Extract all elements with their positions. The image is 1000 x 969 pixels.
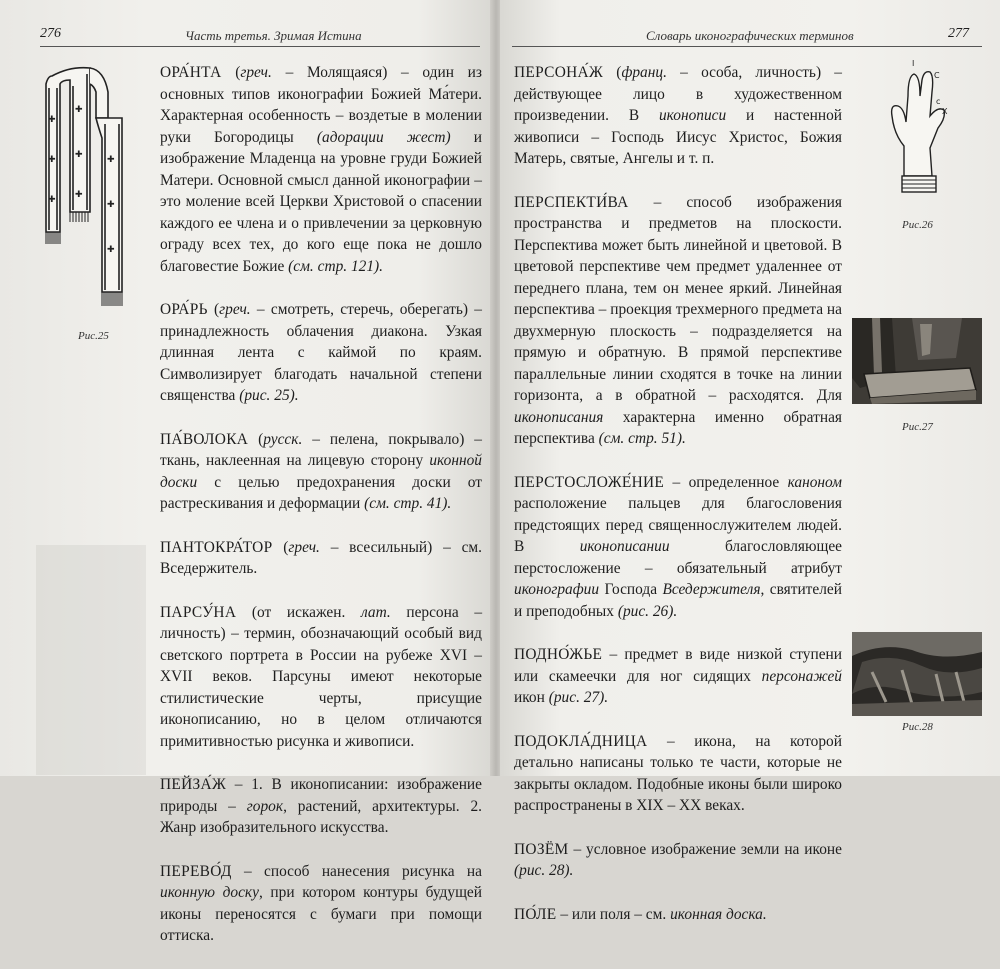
entry-text-segment: Вседержителя — [662, 581, 761, 598]
entry-text-segment: – способ изображения пространства и предметов на плоскости. Перспектива может быть линейной и цветовой. В цветовой перспективе чем предмет удаленнее от переднего плана, тем он менее яркий. Линейная перспектива – проекция трехмерного предмета на двухмерную плоскость – подразделяется на прямую и обратную. В прямой перспективе параллельные линии сходятся в точке на линии горизонта, а в обратной – расходятся. Для — [514, 193, 842, 404]
entry-text-segment: иконную доску — [160, 884, 259, 901]
figure-caption-28: Рис.28 — [902, 721, 933, 733]
entry-text-segment: иконописи — [658, 107, 727, 124]
entry-text-segment: – икона, на которой детально написаны только те части, которые не закрыты окладом. Подобные иконы были широко распространены в XIX – XX веках. — [514, 732, 842, 814]
left-entries-column — [160, 62, 482, 969]
entry-text-segment: (см. стр. 121). — [288, 257, 384, 275]
svg-text:c: c — [936, 97, 941, 106]
entry-text-segment: , растений, архитектуры. 2. Жанр изобразительного искусства. — [160, 797, 482, 836]
entry-text-segment: – способ нанесения рисунка на — [231, 862, 482, 880]
dictionary-entry — [160, 62, 482, 277]
entry-term: ПОЗЁМ — [514, 840, 569, 858]
svg-text:✚: ✚ — [107, 155, 115, 165]
dictionary-entry — [514, 472, 842, 623]
entry-text-segment: ( — [603, 64, 622, 81]
blessing-hand-illustration — [864, 56, 974, 201]
header-rule-right — [512, 46, 982, 47]
entry-text-segment: иконная доска. — [670, 905, 767, 923]
entry-text-segment: персона – личность) – термин, обозначающий особый вид светского портрета в России на рубеже XVI – XVII веков. Парсуны имеют некоторые стилистические черты, присущие иконописанию, но в целом отличаются примитивностью рисунка и живописи. — [160, 603, 483, 750]
entry-term: ПЕЙЗА́Ж — [160, 776, 227, 793]
entry-text-segment: иконописания — [514, 408, 604, 426]
figure-caption-25: Рис.25 — [78, 330, 109, 342]
svg-text:✚: ✚ — [48, 195, 56, 205]
entry-text-segment: иконографии — [514, 581, 600, 598]
dictionary-entry — [160, 774, 482, 839]
entry-text-segment: ( — [207, 301, 220, 318]
ground-photo — [852, 632, 982, 716]
entry-text-segment: греч. — [288, 538, 320, 556]
entry-text-segment: (адорации жест) — [316, 128, 451, 146]
svg-text:✚: ✚ — [75, 150, 83, 160]
page-number-right: 277 — [948, 26, 969, 41]
page-number-left: 276 — [40, 26, 61, 41]
entry-text-segment: (рис. 26). — [617, 602, 678, 620]
entry-text-segment: и настенной живописи – Господь Иисус Христос, Божия Матерь, святые, Ангелы и т. п. — [514, 107, 842, 167]
entry-term: ОРА́НТА — [160, 64, 222, 81]
entry-text-segment: – предмет в виде низкой ступени или скамеечки для ног сидящих — [514, 646, 842, 685]
entry-text-segment: икон — [514, 689, 549, 706]
entry-text-segment: горок — [246, 797, 284, 815]
svg-text:✚: ✚ — [48, 115, 56, 125]
dictionary-entry — [160, 429, 482, 515]
bleed-through-shade — [36, 545, 146, 775]
dictionary-entry — [160, 299, 482, 407]
footstool-photo — [852, 318, 982, 404]
entry-text-segment: ( — [248, 430, 264, 448]
dictionary-entry — [514, 731, 842, 817]
entry-text-segment: иконописании — [579, 538, 670, 555]
dictionary-entry — [514, 62, 842, 170]
entry-text-segment: – или поля – см. — [556, 905, 671, 923]
entry-text-segment: расположение пальцев для благословения предстоящих перед священнослужителем людей. В — [514, 495, 842, 555]
entry-term: ПЕРСПЕКТИ́ВА — [514, 193, 629, 211]
right-entries-column — [514, 62, 842, 947]
svg-text:✚: ✚ — [48, 155, 56, 165]
entry-text-segment: – Молящаяся) – один из основных типов иконографии Божией Ма́тери. Характерная особенность – воздетые в молении руки Богородицы — [160, 64, 482, 146]
entry-text-segment: (см. стр. 51). — [598, 430, 686, 447]
entry-text-segment: – 1. В иконописании: изображение природы – — [160, 776, 482, 815]
entry-text-segment: Господа — [599, 581, 663, 598]
entry-text-segment: каноном — [787, 473, 842, 491]
entry-text-segment: – пелена, покрывало) – ткань, наклеенная на лицевую сторону — [160, 430, 482, 469]
entry-text-segment: ( — [272, 538, 289, 556]
entry-text-segment: франц. — [621, 64, 667, 81]
svg-text:I: I — [912, 59, 915, 68]
entry-text-segment: – смотреть, стеречь, оберегать) – принадлежность облачения диакона. Узкая длинная лента с каймой по краям. Символизирует благодать начальной степени священства — [160, 301, 482, 404]
svg-text:✚: ✚ — [107, 245, 115, 255]
left-page — [0, 0, 492, 944]
entry-term: ПЕРСТОСЛОЖЕ́НИЕ — [514, 473, 665, 491]
entry-term: ПЕРСОНА́Ж — [514, 64, 604, 81]
entry-text-segment: иконной доски — [160, 452, 482, 491]
dictionary-entry — [514, 904, 842, 926]
running-head-right: Словарь иконографических терминов — [646, 28, 854, 43]
header-rule-left — [40, 46, 480, 47]
entry-term: ПО́ЛЕ — [514, 905, 557, 923]
entry-term: ПОДОКЛА́ДНИЦА — [514, 732, 648, 750]
entry-text-segment: ( — [221, 64, 241, 81]
dictionary-entry — [160, 537, 482, 580]
entry-text-segment: – условное изображение земли на иконе — [568, 840, 842, 858]
entry-text-segment: персонажей — [761, 667, 842, 685]
entry-term: ПА́ВОЛОКА — [160, 430, 249, 448]
entry-text-segment: лат. — [360, 603, 391, 621]
entry-term: ПАНТОКРА́ТОР — [160, 538, 273, 556]
svg-text:✚: ✚ — [107, 200, 115, 210]
svg-text:X: X — [942, 107, 948, 116]
entry-term: ПАРСУ́НА — [160, 603, 237, 621]
dictionary-entry — [514, 839, 842, 882]
entry-text-segment: (см. стр. 41). — [364, 495, 452, 512]
entry-term: ПОДНО́ЖЬЕ — [514, 646, 603, 663]
entry-term: ОРА́РЬ — [160, 301, 208, 318]
dictionary-entry — [514, 644, 842, 709]
entry-text-segment: русск. — [263, 430, 303, 448]
entry-text-segment: – определенное — [664, 473, 788, 491]
svg-text:✚: ✚ — [75, 105, 83, 115]
figure-caption-26: Рис.26 — [902, 219, 933, 231]
entry-text-segment: характерна именно обратная перспектива — [514, 408, 842, 447]
entry-text-segment: – особа, личность) – действующее лицо в художественном произведении. В — [514, 64, 842, 124]
right-page — [500, 0, 1000, 923]
entry-text-segment: , святителей и преподобных — [514, 581, 842, 620]
dictionary-entry — [160, 602, 482, 753]
entry-text-segment: и изображение Младенца на уровне груди Божией Матери. Основной смысл данной иконографии – это моление всей Церкви Христовой о спасении каждого ее члена и о привлечении за церковную ограду всех тех, до кого еще пока не дошло благовестие Божие — [160, 128, 482, 275]
dictionary-entry — [514, 192, 842, 450]
entry-text-segment: с целью предохранения доски от растрескивания и деформации — [160, 473, 482, 512]
entry-text-segment: (рис. 28). — [514, 862, 574, 879]
svg-text:C: C — [934, 71, 940, 80]
running-head-left: Часть третья. Зримая Истина — [185, 28, 362, 43]
entry-text-segment: греч. — [219, 301, 251, 318]
figure-caption-27: Рис.27 — [902, 421, 933, 433]
entry-text-segment: греч. — [240, 64, 272, 81]
entry-text-segment: , при котором контуры будущей иконы переносятся с бумаги при помощи оттиска. — [160, 884, 482, 944]
entry-term: ПЕРЕВО́Д — [160, 862, 232, 880]
entry-text-segment: (рис. 25). — [239, 387, 299, 404]
orarion-illustration — [30, 62, 140, 322]
entry-text-segment: (от искажен. — [236, 603, 361, 621]
entry-text-segment: благословляющее перстосложение – обязательный атрибут — [514, 538, 842, 577]
entry-text-segment: – всесильный) – см. Вседержитель. — [160, 538, 482, 577]
svg-text:✚: ✚ — [75, 190, 83, 200]
dictionary-entry — [160, 861, 482, 947]
entry-text-segment: (рис. 27). — [548, 689, 609, 706]
